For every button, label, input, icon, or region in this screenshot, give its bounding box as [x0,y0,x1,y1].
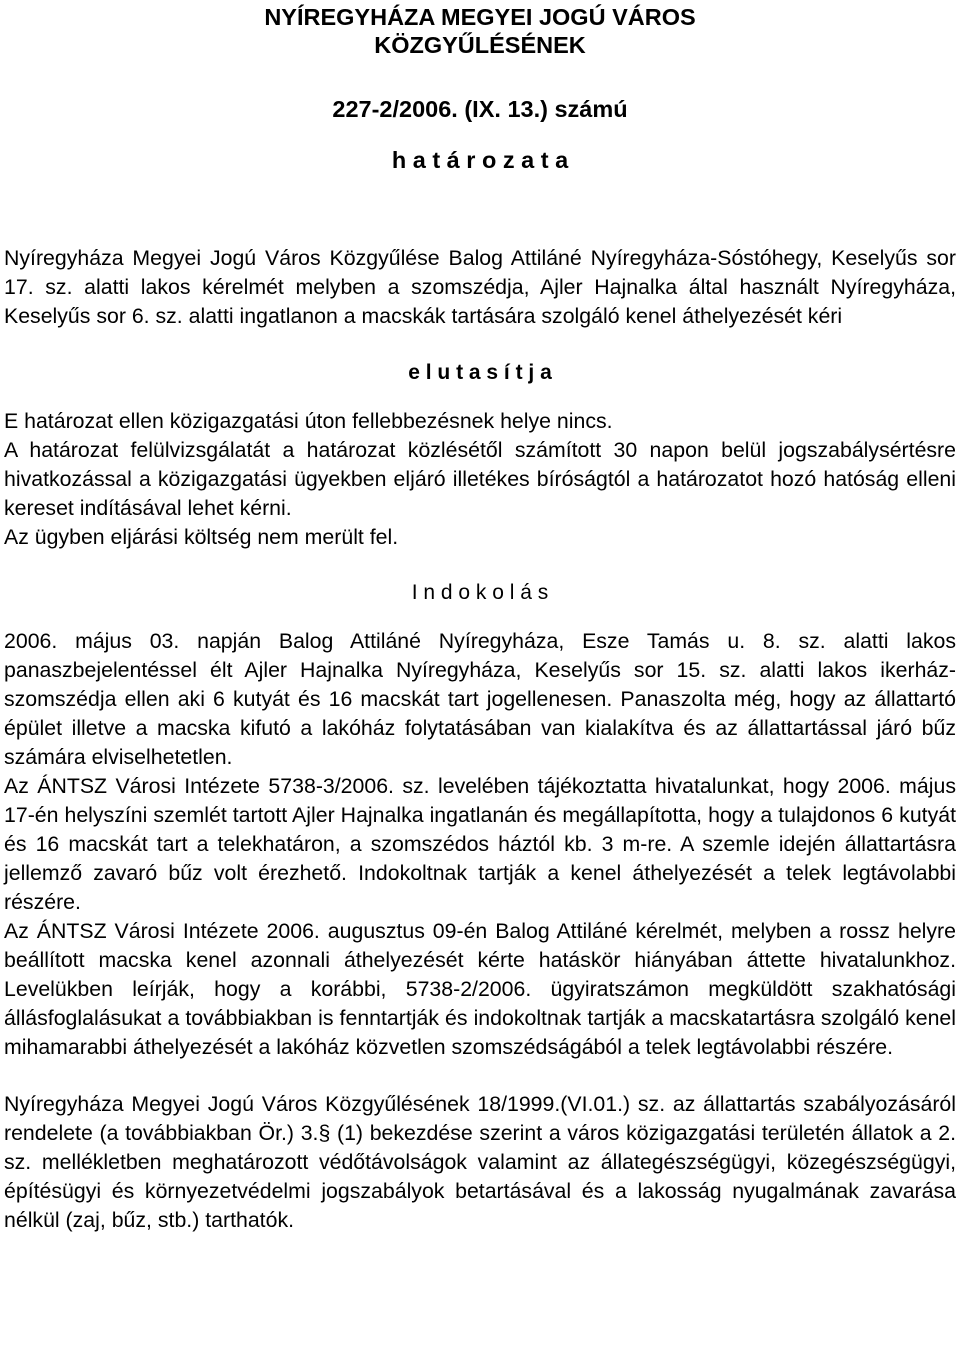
issuer-title-line1: NYÍREGYHÁZA MEGYEI JOGÚ VÁROS [264,4,696,30]
justification-paragraph-3: Az ÁNTSZ Városi Intézete 2006. augusztus 09-én Balog Attiláné kérelmét, melyben a rossz helyre beállított macska kenel azonnali áthelyezését kérte hatáskör hiányában áttette hivatalunkhoz. Levelükben leírják, hogy a korábbi, 5738-2/2006. ügyiratszámon megküldött szakhatósági állásfoglalásukat a továbbiakban is fenntartják és indokoltnak tartják a macskatartásra szolgáló kenel mihamarabbi áthelyezését a lakóház közvetlen szomszédságából a telek legtávolabbi részére. [4,919,956,1059]
legal-basis-paragraph: Nyíregyháza Megyei Jogú Város Közgyűlésének 18/1999.(VI.01.) sz. az állattartás szabályozásáról rendelete (a továbbiakban Ör.) 3.§ (1) bekezdése szerint a város közigazgatási területén állatok a 2. sz. mellékletben meghatározott védőtávolságok valamint az állategészségügyi, közegészségügyi, építésügyi és környezetvédelmi jogszabályok betartásával és a lakosság nyugalmának zavarása nélkül (zaj, bűz, stb.) tarthatók. [4,1092,956,1232]
document-page [4,0,956,1235]
justification-title: I n d o k o l á s [411,581,549,604]
justification-paragraph-1: 2006. május 03. napján Balog Attiláné Nyíregyháza, Esze Tamás u. 8. sz. alatti lakos panaszbejelentéssel élt Ajler Hajnalka Nyíregyháza, Keselyűs sor 15. sz. alatti lakos ikerház-szomszédja ellen aki 6 kutyát és 16 macskát tart jogellenesen. Panaszolta még, hogy az állattartó épület illetve a macska kifutó a lakóház folytatásában van kialakítva és az állattartással járó bűz számára elviselhetetlen. [4,629,956,769]
costs-line: Az ügyben eljárási költség nem merült fel. [4,525,399,549]
intro-paragraph: Nyíregyháza Megyei Jogú Város Közgyűlése Balog Attiláné Nyíregyháza-Sóstóhegy, Keselyűs sor 17. sz. alatti lakos kérelmét melyben a szomszédja, Ajler Hajnalka által használt Nyíregyháza, Keselyűs sor 6. sz. alatti ingatlanon a macskák tartására szolgáló kenel áthelyezését kéri [4,246,956,328]
issuer-title-line2: KÖZGYŰLÉSÉNEK [374,32,586,58]
justification-block [4,627,956,1062]
resolution-number: 227-2/2006. (IX. 13.) számú [332,96,628,122]
appeal-line: E határozat ellen közigazgatási úton fellebbezésnek helye nincs. [4,409,613,433]
appeal-block [4,407,956,552]
justification-paragraph-2: Az ÁNTSZ Városi Intézete 5738-3/2006. sz. levelében tájékoztatta hivatalunkat, hogy 2006. május 17-én helyszíni szemlét tartott Ajler Hajnalka ingatlanán és megállapította, hogy a tulajdonos 6 kutyát és 16 macskát tart a telekhatáron, a szomszédos háztól kb. 3 m-re. A szemle idején állattartásra jellemző zavaró bűz volt érezhető. Indokoltnak tartják a kenel áthelyezését a telek legtávolabbi részére. [4,774,956,914]
review-paragraph: A határozat felülvizsgálatát a határozat közlésétől számított 30 napon belül jogszabálysértésre hivatkozással a közigazgatási ügyekben eljáró illetékes bíróságtól a határozatot hozó hatóság elleni kereset indításával lehet kérni. [4,438,956,520]
decision-word: e l u t a s í t j a [408,361,552,384]
document-type: h a t á r o z a t a [391,147,569,173]
